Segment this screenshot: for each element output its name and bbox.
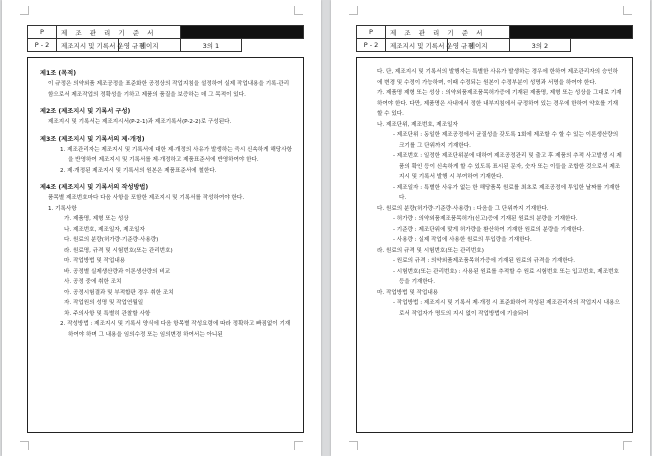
paragraph: 라. 원료의 규격 및 시험번호(또는 관리번호) <box>377 247 484 254</box>
header-page-label: 페이지 <box>118 39 180 52</box>
header-title: 제 조 관 리 기 준 서 <box>57 26 181 39</box>
crop-mark <box>294 6 303 15</box>
header-page-label: 페이지 <box>447 39 509 52</box>
list-item: - 기준량 : 제조단위에 맞게 허가량을 환산하여 기재한 원료의 분량을 기재한다. <box>393 226 584 233</box>
list-item: - 작업방법 : 제조지시 및 기록서 제·개정 시 표준화하여 작성된 제조관리자의 작업지시 내용으로서 작업자가 명도의 지시 없이 작업방법에 기술되어 <box>393 300 620 317</box>
list-item: 마. 작업방법 및 작업내용 <box>64 258 126 264</box>
section-title: 제1조 (목적) <box>40 70 77 77</box>
document-page-1 <box>2 0 321 456</box>
page-body <box>356 57 633 433</box>
header-redacted-block <box>180 26 304 39</box>
header-doc-number: P - 2 <box>357 39 386 52</box>
paragraph: 마. 작업방법 및 작업내용 <box>377 289 439 296</box>
page-body <box>27 57 304 433</box>
crop-mark <box>349 441 358 450</box>
list-item: 사. 공정 중에 취한 조치 <box>64 279 122 285</box>
header-doc-title: 제조지시 및 기록서 운영 규정 <box>57 39 119 52</box>
header-page-number: 3의 2 <box>509 39 571 52</box>
list-item: 차. 주의사항 및 특별히 관찰할 사항 <box>64 310 151 317</box>
list-heading: 2. 작성방법 : 제조지시 및 기록서 양식에 다음 항목별 작성요령에 따라 정확하고 빠짐없이 기재하여야 하며 그 내용을 임의수정 또는 임의변경 하여서는 아니된 <box>60 321 291 338</box>
section-text: 제조지시 및 기록서는 제조지시서(P-2-1)과 제조기록서(P-2-2)로 구성된다. <box>48 119 232 125</box>
page-header-table <box>356 25 633 52</box>
header-doc-title: 제조지시 및 기록서 운영 규정 <box>386 39 448 52</box>
list-item: - 제조단위 : 동일한 제조공정에서 균질성을 갖도록 1회에 제조할 수 할 수 있는 이론생산량의 크기를 그 단위까지 기재한다. <box>393 132 619 149</box>
paragraph: 가. 제품명 제형 또는 성상 : 의약외품제조품목허가증에 기재된 제품명, 제형 또는 성상을 그대로 기재하여야 한다. 다만, 제품명은 사내에서 정한 내부지침에서 규정하여 있는 경우에 한하여 약호를 기재 할 수 있다. <box>377 90 622 117</box>
header-redacted-block <box>509 26 633 39</box>
header-cell-p: P <box>357 26 386 39</box>
list-item: 나. 제조번호, 제조일자, 제조일자 <box>64 226 145 233</box>
crop-mark <box>349 6 358 15</box>
list-item: 가. 제품명, 제형 또는 성상 <box>64 216 129 222</box>
paragraph: 다. 단, 제조지시 및 기록서의 발행자는 특별한 사유가 발생하는 경우에 한하여 제조관리자의 승인하에 변경 및 수정이 가능하며, 이때 수정되는 원본이 수정부분이 성명과 서명을 하여야 한다. <box>377 69 619 86</box>
list-item: 바. 공정별 실제생산량과 이론생산량의 비교 <box>64 268 171 275</box>
header-doc-number: P - 2 <box>28 39 57 52</box>
list-item: 다. 원료의 분량(허가량·기준량·사용량) <box>64 237 159 243</box>
crop-mark <box>294 441 303 450</box>
list-item: - 허가량 : 의약외품제조품목허가(신고)증에 기재된 원료의 분량을 기재한다. <box>393 216 578 222</box>
document-page-2 <box>331 0 650 456</box>
header-page-number: 3의 1 <box>180 39 242 52</box>
section-item: 1. 제조관리자는 제조지시 및 기록서에 대한 제·개정의 사유가 발생하는 즉시 신속하게 해당사항을 반영하여 제조지시 및 기록서를 제·개정하고 제품표준서에 반영하여야 한다. <box>60 146 293 163</box>
list-item: - 제조번호 : 일정한 제조단위분에 대하여 제조공정관리 및 출고 후 제품의 추적 사고발생 시 제품의 확인 등이 신속하게 할 수 있도록 표시된 문자, 숫자 또는 이들을 조합한 것으로서 제조지시 및 기록서 발행 시 부여하여 기재한다. <box>393 153 622 180</box>
page-header-table <box>27 25 304 52</box>
list-item: 자. 작업원의 성명 및 작업연월일 <box>64 300 144 306</box>
crop-mark <box>20 441 29 450</box>
section-item: 2. 제·개정된 제조지시 및 기록서의 원본은 제품표준서에 철한다. <box>60 167 217 174</box>
paragraph: 나. 제조단위, 제조번호, 제조일자 <box>377 121 458 128</box>
section-title: 제2조 (제조지시 및 기록서 구성) <box>40 108 131 115</box>
header-cell-p: P <box>28 26 57 39</box>
section-text: 이 규정은 의약외품 제조공정을 표준화한 공정상의 작업지침을 설정하여 실제 작업내용을 기록·관리함으로서 제조작업의 정확성을 기하고 제품의 품질을 보증하는 데 그 목적이 있다. <box>48 81 290 98</box>
section-title: 제3조 (제조지시 및 기록서의 제·개정) <box>40 135 145 143</box>
section-text: 품목별 제조번호마다 다음 사항을 포함한 제조지시 및 기록서를 작성하여야 한다. <box>48 195 245 201</box>
list-item: - 원료의 규격 : 의약외품제조품목허가증에 기재된 원료의 규격을 기재한다. <box>393 258 576 264</box>
list-item: 라. 원료명, 규격 및 시험번호(또는 관리번호) <box>64 247 173 254</box>
list-item: 아. 공정시험결과 및 부적합판 경우 취한 조치 <box>64 289 174 296</box>
list-item: - 사용량 : 실제 작업에 사용한 원료의 투입량을 기재한다. <box>393 237 532 243</box>
paragraph: 다. 원료의 분량(허가량·기준량·사용량) : 다음을 그 단위까지 기재한다. <box>377 205 549 212</box>
header-title: 제 조 관 리 기 준 서 <box>386 26 510 39</box>
crop-mark <box>623 6 632 15</box>
crop-mark <box>623 441 632 450</box>
list-item: - 제조일자 : 특별한 사유가 없는 한 해당품목 원료를 최초로 제조공정에 투입한 날짜를 기재한다. <box>393 184 620 201</box>
section-title: 제4조 (제조지시 및 기록서의 작성방법) <box>40 184 149 191</box>
list-heading: 1. 기록사항 <box>48 205 77 212</box>
list-item: - 시험번호(또는 관리번호) : 사용된 원료를 추적할 수 원료 시험번호 또는 입고번호, 제조번호 등을 기재한다. <box>393 268 619 285</box>
crop-mark <box>20 6 29 15</box>
